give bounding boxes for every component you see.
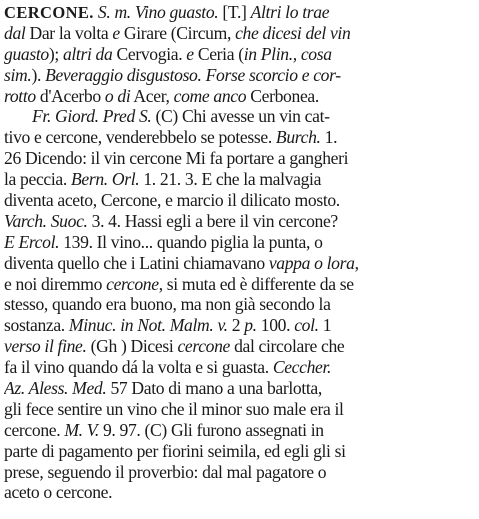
entry-text: , si muta ed è differente da se: [158, 273, 354, 294]
entry-line: [4, 190, 478, 211]
entry-text: cercone.: [4, 419, 65, 440]
italic-text: altri da: [62, 43, 113, 64]
italic-text: p.: [244, 315, 257, 336]
italic-text: M. V.: [64, 419, 99, 440]
entry-text: 1.: [320, 127, 338, 148]
entry-line: [4, 127, 478, 148]
entry-text: parte di pagamento per fiorini seimila, ed egli gli si: [4, 440, 346, 461]
entry-line: [4, 2, 478, 23]
entry-line: [4, 253, 478, 274]
italic-text: dal: [4, 22, 26, 43]
entry-text: 100.: [256, 315, 295, 336]
entry-line: [4, 399, 478, 420]
entry-text: Girare (Circum,: [119, 22, 236, 43]
entry-text: 2: [227, 315, 245, 336]
entry-text: 9. 97. (C) Gli furono assegnati in: [98, 419, 324, 440]
italic-text: Beveraggio disgustoso. Forse scorcio e cor-: [45, 64, 341, 85]
entry-line: [4, 294, 478, 315]
italic-text: col.: [294, 315, 319, 336]
entry-line: [4, 420, 478, 441]
italic-text: cercone: [177, 336, 231, 357]
italic-text: Bern. Orl.: [70, 169, 140, 190]
italic-text: e: [186, 43, 194, 64]
italic-text: o di: [104, 85, 131, 106]
entry-line: [4, 65, 478, 86]
entry-line: [4, 23, 478, 44]
entry-text: (C) Chi avesse un vin cat-: [151, 106, 330, 127]
entry-text: (Gh ) Dicesi: [86, 336, 178, 357]
italic-text: Burch.: [275, 127, 321, 148]
entry-text: 1: [318, 315, 332, 336]
entry-text: e noi diremmo: [4, 273, 107, 294]
entry-text: tivo e cercone, venderebbelo se potesse.: [4, 127, 276, 148]
entry-line: [4, 274, 478, 295]
italic-text: E Ercol.: [4, 231, 60, 252]
entry-line: [4, 482, 478, 503]
entry-text: prese, seguendo il proverbio: dal mal pagatore o: [4, 461, 327, 482]
entry-text: Acer,: [130, 85, 174, 106]
entry-line: [4, 441, 478, 462]
italic-text: sim.: [4, 64, 32, 85]
entry-text: diventa quello che i Latini chiamavano: [4, 252, 269, 273]
entry-line: [4, 169, 478, 190]
entry-text: gli fece sentire un vino che il minor suo male era il: [4, 398, 344, 419]
entry-text: Ceria (: [193, 43, 244, 64]
entry-text: sostanza.: [4, 315, 69, 336]
entry-line: [4, 378, 478, 399]
entry-text: 57 Dato di mano a una barlotta,: [106, 378, 322, 399]
entry-text: ,: [354, 252, 359, 273]
entry-text: Cerbonea.: [246, 85, 319, 106]
entry-text: dal circolare che: [230, 336, 345, 357]
entry-line: [4, 462, 478, 483]
entry-text: 1. 21. 3. E che la malvagia: [139, 169, 322, 190]
italic-text: S. m. Vino guasto.: [97, 2, 219, 22]
italic-text: rotto: [4, 85, 36, 106]
entry-text: diventa aceto, Cercone, e marcio il dilicato mosto.: [4, 190, 340, 211]
italic-text: Altri lo trae: [250, 2, 330, 22]
entry-line: [4, 106, 478, 127]
italic-text: in Plin., cosa: [243, 43, 332, 64]
italic-text: che dicesi del vin: [235, 22, 351, 43]
italic-text: come anco: [173, 85, 247, 106]
entry-text: 139. Il vino... quando piglia la punta, o: [59, 231, 323, 252]
entry-text: [T.]: [218, 2, 251, 22]
italic-text: e: [112, 22, 120, 43]
entry-text: d'Acerbo: [35, 85, 105, 106]
italic-text: Minuc. in Not. Malm. v.: [68, 315, 228, 336]
italic-text: Varch. Suoc.: [4, 210, 88, 231]
entry-line: [4, 336, 478, 357]
entry-line: [4, 211, 478, 232]
entry-text: fa il vino quando dá la volta e si guasta.: [4, 357, 273, 378]
italic-text: Az. Aless. Med.: [4, 378, 107, 399]
entry-line: [4, 86, 478, 107]
italic-text: verso il fine.: [4, 336, 87, 357]
entry-text: Cervogia.: [112, 43, 187, 64]
entry-text: stesso, quando era buono, ma non già secondo la: [4, 294, 331, 315]
headword: CERCONE.: [4, 3, 94, 22]
entry-line: [4, 232, 478, 253]
italic-text: guasto: [4, 43, 49, 64]
italic-text: Fr. Giord. Pred S.: [32, 106, 152, 127]
entry-line: [4, 44, 478, 65]
entry-text: ).: [31, 64, 46, 85]
entry-text: aceto o cercone.: [4, 482, 113, 503]
entry-line: [4, 357, 478, 378]
italic-text: Ceccher.: [272, 357, 332, 378]
entry-text: 3. 4. Hassi egli a bere il vin cercone?: [87, 210, 338, 231]
dictionary-entry-cercone: [4, 2, 478, 503]
entry-text: );: [48, 43, 63, 64]
italic-text: vappa o lora: [268, 252, 355, 273]
entry-text: Dar la volta: [25, 22, 113, 43]
entry-text: la peccia.: [4, 169, 71, 190]
entry-line: [4, 148, 478, 169]
italic-text: cercone: [106, 273, 159, 294]
entry-line: [4, 315, 478, 336]
entry-text: 26 Dicendo: il vin cercone Mi fa portare a gangheri: [4, 148, 349, 169]
